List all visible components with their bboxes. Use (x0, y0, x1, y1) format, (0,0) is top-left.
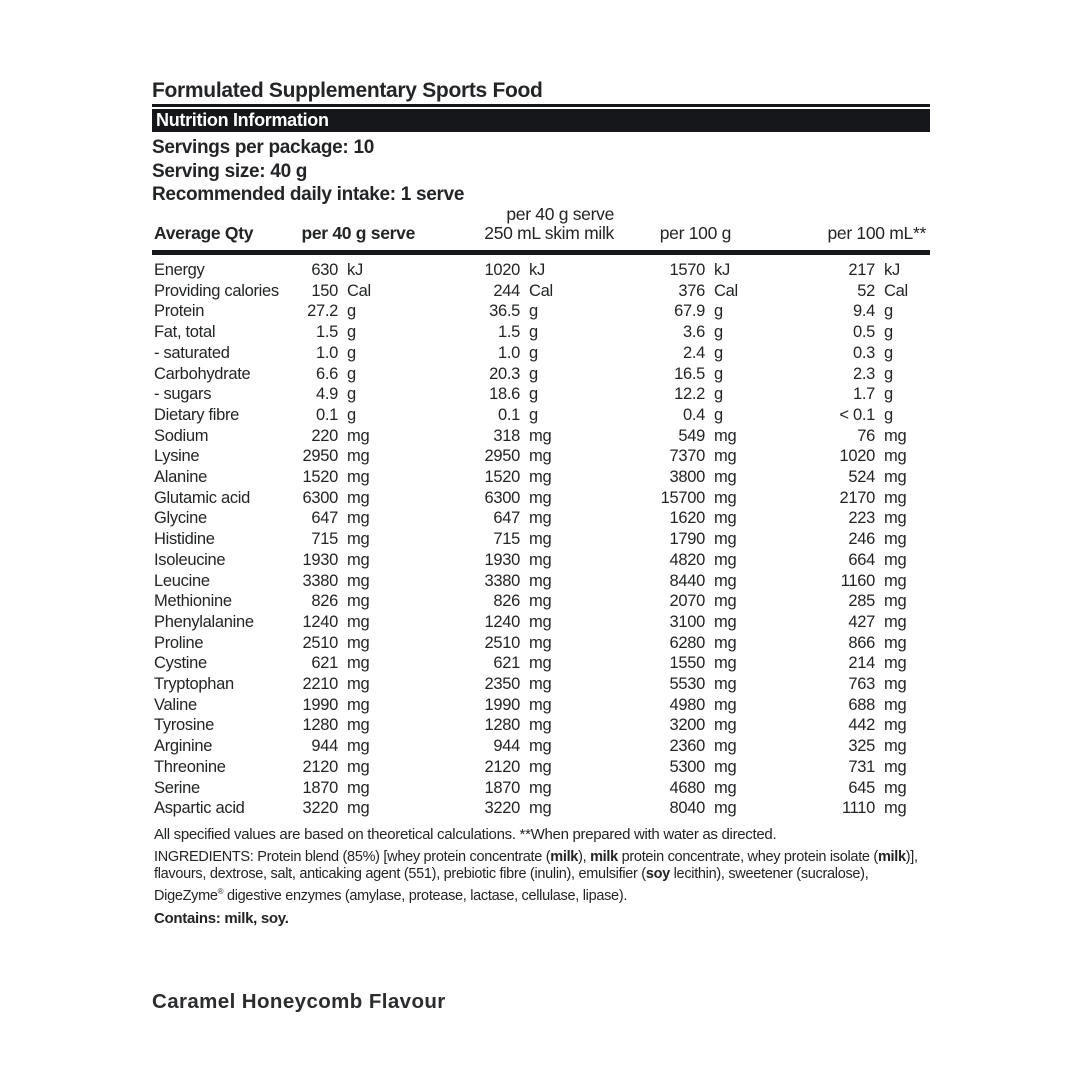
value-per-100g: 8040 (669, 799, 705, 818)
value-per-serve: 220 (311, 426, 338, 445)
value-per-serve: 630 (311, 261, 338, 279)
unit-per-100g: kJ (714, 261, 730, 279)
table-row (152, 757, 930, 778)
unit-per-serve: g (347, 323, 356, 342)
unit-per-serve: mg (347, 778, 370, 797)
row-label: Aspartic acid (154, 799, 245, 818)
unit-per-serve-with-milk: g (529, 385, 538, 404)
value-per-100g: 16.5 (674, 364, 705, 383)
value-per-100ml: 217 (848, 261, 875, 279)
row-label: Tyrosine (154, 716, 214, 735)
nutrition-information-heading: Nutrition Information (156, 110, 329, 130)
value-per-100ml: 1020 (839, 447, 875, 466)
product-type-title: Formulated Supplementary Sports Food (152, 79, 543, 102)
unit-per-serve-with-milk: mg (529, 778, 552, 797)
value-per-100g: 3800 (669, 468, 705, 486)
value-per-100ml: 427 (848, 612, 875, 631)
value-per-100g: 12.2 (674, 385, 705, 404)
value-per-100ml: 645 (848, 778, 875, 797)
unit-per-serve: mg (347, 592, 370, 611)
value-per-serve-with-milk: 1930 (484, 550, 520, 569)
value-per-serve-with-milk: 2950 (484, 447, 520, 466)
unit-per-100g: mg (714, 778, 737, 797)
value-per-100ml: 76 (857, 426, 875, 445)
value-per-100g: 1790 (669, 530, 705, 549)
unit-per-serve: mg (347, 675, 370, 693)
table-row (152, 674, 930, 695)
value-per-100g: 1550 (669, 654, 705, 673)
row-label: Alanine (154, 468, 207, 486)
unit-per-serve: Cal (347, 281, 371, 300)
value-per-100g: 4820 (669, 550, 705, 569)
value-per-100g: 4680 (669, 778, 705, 797)
unit-per-serve-with-milk: mg (529, 716, 552, 735)
unit-per-100g: mg (714, 468, 737, 486)
value-per-serve-with-milk: 715 (493, 530, 520, 549)
unit-per-serve: mg (347, 757, 370, 776)
value-per-serve: 4.9 (315, 385, 338, 404)
unit-per-100g: g (714, 302, 723, 321)
unit-per-100ml: mg (884, 675, 907, 693)
table-row (152, 633, 930, 654)
value-per-serve-with-milk: 318 (493, 426, 520, 445)
unit-per-100ml: Cal (884, 281, 908, 300)
value-per-100g: 1570 (669, 261, 705, 279)
value-per-serve: 2120 (302, 757, 338, 776)
value-per-100g: 15700 (660, 488, 705, 507)
table-row (152, 343, 930, 364)
table-row (152, 301, 930, 322)
unit-per-serve-with-milk: Cal (529, 281, 553, 300)
unit-per-100ml: g (884, 364, 893, 383)
value-per-serve-with-milk: 1.5 (497, 323, 520, 342)
unit-per-serve: g (347, 364, 356, 383)
row-label: Threonine (154, 757, 226, 776)
table-row (152, 405, 930, 426)
unit-per-serve: mg (347, 737, 370, 756)
value-per-100g: 3200 (669, 716, 705, 735)
row-label: - saturated (154, 343, 230, 362)
value-per-serve: 1990 (302, 695, 338, 714)
row-label: Glutamic acid (154, 488, 251, 507)
unit-per-serve-with-milk: mg (529, 633, 552, 652)
value-per-100g: 7370 (669, 447, 705, 466)
footnote: All specified values are based on theoretical calculations. **When prepared with water as directed. (154, 826, 777, 843)
value-per-100ml: 1110 (841, 799, 875, 818)
unit-per-100ml: mg (884, 447, 907, 466)
servings-per-package-value: 10 (353, 137, 374, 158)
value-per-100ml: 325 (848, 737, 875, 756)
unit-per-serve: mg (347, 716, 370, 735)
ingredients-text: INGREDIENTS: Protein blend (85%) [whey protein concentrate (milk), milk protein concentrate, whey protein isolate (milk)], flavours, dextrose, salt, anticaking agent (551), prebiotic fibre (inulin), emulsifier (soy lecithin), sweetener (sucralose), DigeZyme® digestive enzymes (amylase, protease, lactase, cellulase, lipase). (154, 849, 918, 904)
unit-per-serve: mg (347, 530, 370, 549)
unit-per-100ml: mg (884, 550, 907, 569)
unit-per-100g: g (714, 405, 723, 424)
unit-per-100g: Cal (714, 281, 738, 300)
value-per-serve: 647 (311, 509, 338, 528)
value-per-100ml: 9.4 (852, 302, 875, 321)
table-row (152, 571, 930, 592)
table-row (152, 778, 930, 799)
value-per-100ml: < 0.1 (839, 405, 875, 424)
value-per-serve-with-milk: 3220 (484, 799, 520, 818)
serving-size: Serving size: 40 g (152, 160, 308, 182)
unit-per-100ml: mg (884, 778, 907, 797)
value-per-serve-with-milk: 826 (493, 592, 520, 611)
unit-per-serve-with-milk: mg (529, 509, 552, 528)
unit-per-100g: mg (714, 488, 737, 507)
row-label: Leucine (154, 571, 210, 590)
value-per-100g: 3100 (669, 612, 705, 631)
value-per-serve-with-milk: 647 (493, 509, 520, 528)
table-row (152, 550, 930, 571)
unit-per-100g: mg (714, 654, 737, 673)
value-per-serve: 1870 (302, 778, 338, 797)
unit-per-100g: g (714, 323, 723, 342)
unit-per-serve: mg (347, 509, 370, 528)
unit-per-100ml: mg (884, 799, 907, 818)
value-per-100g: 3.6 (682, 323, 705, 342)
value-per-100ml: 664 (848, 550, 875, 569)
unit-per-100g: mg (714, 612, 737, 631)
value-per-serve-with-milk: 2510 (484, 633, 520, 652)
unit-per-100g: mg (714, 571, 737, 590)
value-per-serve-with-milk: 244 (493, 281, 520, 300)
servings-per-package: Servings per package: 10 (152, 137, 374, 158)
unit-per-serve-with-milk: mg (529, 675, 552, 693)
value-per-serve: 1520 (302, 468, 338, 486)
row-label: Protein (154, 302, 205, 321)
unit-per-100ml: mg (884, 612, 907, 631)
unit-per-serve: mg (347, 695, 370, 714)
unit-per-serve-with-milk: mg (529, 447, 552, 466)
unit-per-serve: mg (347, 447, 370, 466)
value-per-serve-with-milk: 1280 (484, 716, 520, 735)
table-row (152, 281, 930, 302)
unit-per-serve: mg (347, 550, 370, 569)
unit-per-100g: g (714, 343, 723, 362)
value-per-100ml: 524 (848, 468, 875, 486)
unit-per-serve: mg (347, 799, 370, 818)
unit-per-serve-with-milk: g (529, 364, 538, 383)
value-per-serve-with-milk: 1870 (484, 778, 520, 797)
value-per-100g: 5530 (669, 675, 705, 693)
value-per-100ml: 0.3 (852, 343, 875, 362)
unit-per-100g: mg (714, 509, 737, 528)
value-per-serve: 715 (311, 530, 338, 549)
unit-per-100ml: mg (884, 757, 907, 776)
unit-per-100ml: mg (884, 571, 907, 590)
unit-per-serve: mg (347, 488, 370, 507)
value-per-serve-with-milk: 3380 (484, 571, 520, 590)
unit-per-serve-with-milk: mg (529, 612, 552, 631)
value-per-100g: 549 (678, 426, 705, 445)
value-per-100g: 6280 (669, 633, 705, 652)
unit-per-serve-with-milk: mg (529, 737, 552, 756)
value-per-100g: 376 (678, 281, 705, 300)
value-per-100g: 0.4 (682, 405, 705, 424)
value-per-serve: 150 (311, 281, 338, 300)
unit-per-100g: mg (714, 633, 737, 652)
row-label: Serine (154, 778, 200, 797)
value-per-serve: 1930 (302, 550, 338, 569)
table-row (152, 715, 930, 736)
row-label: Fat, total (154, 323, 216, 342)
value-per-100ml: 0.5 (852, 323, 875, 342)
allergen-statement: Contains: milk, soy. (154, 910, 289, 927)
value-per-100ml: 442 (848, 716, 875, 735)
table-row (152, 508, 930, 529)
unit-per-serve: mg (347, 654, 370, 673)
unit-per-100g: mg (714, 757, 737, 776)
unit-per-serve-with-milk: mg (529, 695, 552, 714)
table-column-headers (152, 224, 930, 243)
unit-per-serve-with-milk: mg (529, 654, 552, 673)
unit-per-100g: mg (714, 716, 737, 735)
unit-per-100ml: kJ (884, 261, 900, 279)
header-divider-rule (152, 250, 930, 255)
table-row (152, 384, 930, 405)
nutrition-information-bar (152, 109, 930, 132)
row-label: Glycine (154, 509, 207, 528)
unit-per-100g: mg (714, 530, 737, 549)
value-per-serve-with-milk: 1990 (484, 695, 520, 714)
row-label: Energy (154, 261, 205, 279)
value-per-serve: 2210 (302, 675, 338, 693)
column-header-per-serve: per 40 g serve (301, 223, 415, 243)
value-per-serve: 621 (311, 654, 338, 673)
unit-per-serve-with-milk: mg (529, 530, 552, 549)
column-header-per-100g: per 100 g (659, 223, 731, 243)
unit-per-100ml: g (884, 302, 893, 321)
unit-per-serve-with-milk: mg (529, 571, 552, 590)
unit-per-100ml: g (884, 405, 893, 424)
value-per-serve: 6300 (302, 488, 338, 507)
unit-per-serve-with-milk: mg (529, 757, 552, 776)
unit-per-100g: mg (714, 550, 737, 569)
unit-per-100ml: mg (884, 716, 907, 735)
value-per-serve-with-milk: 20.3 (489, 364, 520, 383)
unit-per-100g: mg (714, 592, 737, 611)
unit-per-serve: mg (347, 571, 370, 590)
unit-per-100ml: g (884, 385, 893, 404)
table-row (152, 488, 930, 509)
value-per-100g: 2.4 (682, 343, 705, 362)
row-label: Methionine (154, 592, 232, 611)
value-per-100ml: 214 (848, 654, 875, 673)
unit-per-100g: g (714, 385, 723, 404)
table-row (152, 467, 930, 488)
table-row (152, 736, 930, 757)
value-per-100ml: 246 (848, 530, 875, 549)
unit-per-serve: mg (347, 612, 370, 631)
row-label: Cystine (154, 654, 207, 673)
unit-per-serve: g (347, 405, 356, 424)
value-per-serve: 2510 (302, 633, 338, 652)
row-label: Histidine (154, 530, 215, 549)
unit-per-100ml: mg (884, 426, 907, 445)
unit-per-serve-with-milk: mg (529, 488, 552, 507)
row-label: Valine (154, 695, 197, 714)
table-row (152, 426, 930, 447)
value-per-100g: 5300 (669, 757, 705, 776)
unit-per-serve: mg (347, 468, 370, 486)
value-per-serve: 1.5 (315, 323, 338, 342)
value-per-100ml: 1.7 (852, 385, 875, 404)
unit-per-100ml: g (884, 323, 893, 342)
row-label: Isoleucine (154, 550, 226, 569)
value-per-100g: 2360 (669, 737, 705, 756)
value-per-100g: 1620 (669, 509, 705, 528)
unit-per-100g: mg (714, 447, 737, 466)
value-per-100ml: 1160 (840, 571, 875, 590)
value-per-serve: 1280 (302, 716, 338, 735)
row-label: Dietary fibre (154, 405, 240, 424)
unit-per-100g: g (714, 364, 723, 383)
unit-per-100g: mg (714, 799, 737, 818)
unit-per-100ml: mg (884, 695, 907, 714)
unit-per-serve: mg (347, 633, 370, 652)
unit-per-100ml: mg (884, 633, 907, 652)
table-row (152, 798, 930, 819)
value-per-serve-with-milk: 1520 (484, 468, 520, 486)
unit-per-100ml: mg (884, 592, 907, 611)
unit-per-100ml: mg (884, 737, 907, 756)
value-per-serve: 3380 (302, 571, 338, 590)
unit-per-100g: mg (714, 695, 737, 714)
unit-per-serve: g (347, 343, 356, 362)
value-per-serve-with-milk: 944 (493, 737, 520, 756)
value-per-100g: 67.9 (674, 302, 705, 321)
value-per-100ml: 2.3 (852, 364, 875, 383)
unit-per-100ml: mg (884, 488, 907, 507)
column-header-per-100ml: per 100 mL** (827, 223, 926, 243)
nutrition-table (152, 260, 930, 820)
unit-per-100g: mg (714, 675, 737, 693)
recommended-daily-intake: Recommended daily intake: 1 serve (152, 184, 465, 205)
value-per-serve-with-milk: 6300 (484, 488, 520, 507)
row-label: Sodium (154, 426, 209, 445)
value-per-100g: 4980 (669, 695, 705, 714)
value-per-serve-with-milk: 2350 (484, 675, 520, 693)
unit-per-serve-with-milk: mg (529, 592, 552, 611)
value-per-100ml: 285 (848, 592, 875, 611)
unit-per-serve-with-milk: mg (529, 550, 552, 569)
row-label: Arginine (154, 737, 213, 756)
table-row (152, 653, 930, 674)
value-per-100ml: 866 (848, 633, 875, 652)
value-per-serve: 1240 (302, 612, 338, 631)
value-per-serve-with-milk: 1.0 (497, 343, 520, 362)
recommended-daily-intake-value: 1 serve (400, 184, 465, 205)
flavour-name: Caramel Honeycomb Flavour (152, 990, 446, 1013)
unit-per-serve: g (347, 385, 356, 404)
table-row (152, 446, 930, 467)
unit-per-serve-with-milk: mg (529, 426, 552, 445)
value-per-100ml: 763 (848, 675, 875, 693)
unit-per-serve-with-milk: kJ (529, 261, 545, 279)
unit-per-100g: mg (714, 426, 737, 445)
table-row (152, 260, 930, 281)
column-header-average-qty: Average Qty (154, 223, 254, 243)
unit-per-100ml: mg (884, 509, 907, 528)
value-per-serve-with-milk: 1240 (484, 612, 520, 631)
table-row (152, 612, 930, 633)
serving-details (152, 136, 930, 207)
value-per-serve-with-milk: 621 (493, 654, 520, 673)
value-per-serve: 826 (311, 592, 338, 611)
unit-per-100ml: mg (884, 468, 907, 486)
row-label: Phenylalanine (154, 612, 254, 631)
unit-per-100ml: mg (884, 530, 907, 549)
table-row (152, 591, 930, 612)
value-per-serve: 3220 (302, 799, 338, 818)
serving-size-value: 40 g (270, 160, 308, 182)
unit-per-serve-with-milk: mg (529, 799, 552, 818)
row-label: - sugars (154, 385, 212, 404)
unit-per-100ml: mg (884, 654, 907, 673)
value-per-100ml: 2170 (839, 488, 875, 507)
value-per-serve-with-milk: 2120 (484, 757, 520, 776)
value-per-100ml: 52 (857, 281, 875, 300)
unit-per-serve: mg (347, 426, 370, 445)
unit-per-100g: mg (714, 737, 737, 756)
value-per-100g: 8440 (669, 571, 705, 590)
table-row (152, 322, 930, 343)
column-header-per-serve-with-milk: per 40 g serve 250 mL skim milk (484, 204, 614, 243)
value-per-serve: 0.1 (315, 405, 338, 424)
table-row (152, 695, 930, 716)
row-label: Carbohydrate (154, 364, 251, 383)
value-per-serve: 27.2 (307, 302, 338, 321)
row-label: Proline (154, 633, 204, 652)
unit-per-serve-with-milk: mg (529, 468, 552, 486)
table-row (152, 529, 930, 550)
value-per-serve: 2950 (302, 447, 338, 466)
unit-per-serve-with-milk: g (529, 302, 538, 321)
row-label: Providing calories (154, 281, 279, 300)
value-per-100ml: 223 (848, 509, 875, 528)
value-per-100ml: 688 (848, 695, 875, 714)
value-per-serve-with-milk: 1020 (484, 261, 520, 279)
unit-per-serve-with-milk: g (529, 405, 538, 424)
unit-per-serve-with-milk: g (529, 343, 538, 362)
row-label: Tryptophan (154, 675, 234, 693)
row-label: Lysine (154, 447, 200, 466)
title-divider-rule (152, 104, 930, 107)
table-row (152, 364, 930, 385)
unit-per-serve: g (347, 302, 356, 321)
value-per-serve: 1.0 (315, 343, 338, 362)
value-per-serve: 6.6 (315, 364, 338, 383)
value-per-serve-with-milk: 18.6 (489, 385, 520, 404)
value-per-serve-with-milk: 0.1 (497, 405, 520, 424)
unit-per-100ml: g (884, 343, 893, 362)
value-per-100ml: 731 (848, 757, 875, 776)
unit-per-serve-with-milk: g (529, 323, 538, 342)
unit-per-serve: kJ (347, 261, 363, 279)
value-per-serve: 944 (311, 737, 338, 756)
value-per-serve-with-milk: 36.5 (489, 302, 520, 321)
value-per-100g: 2070 (669, 592, 705, 611)
